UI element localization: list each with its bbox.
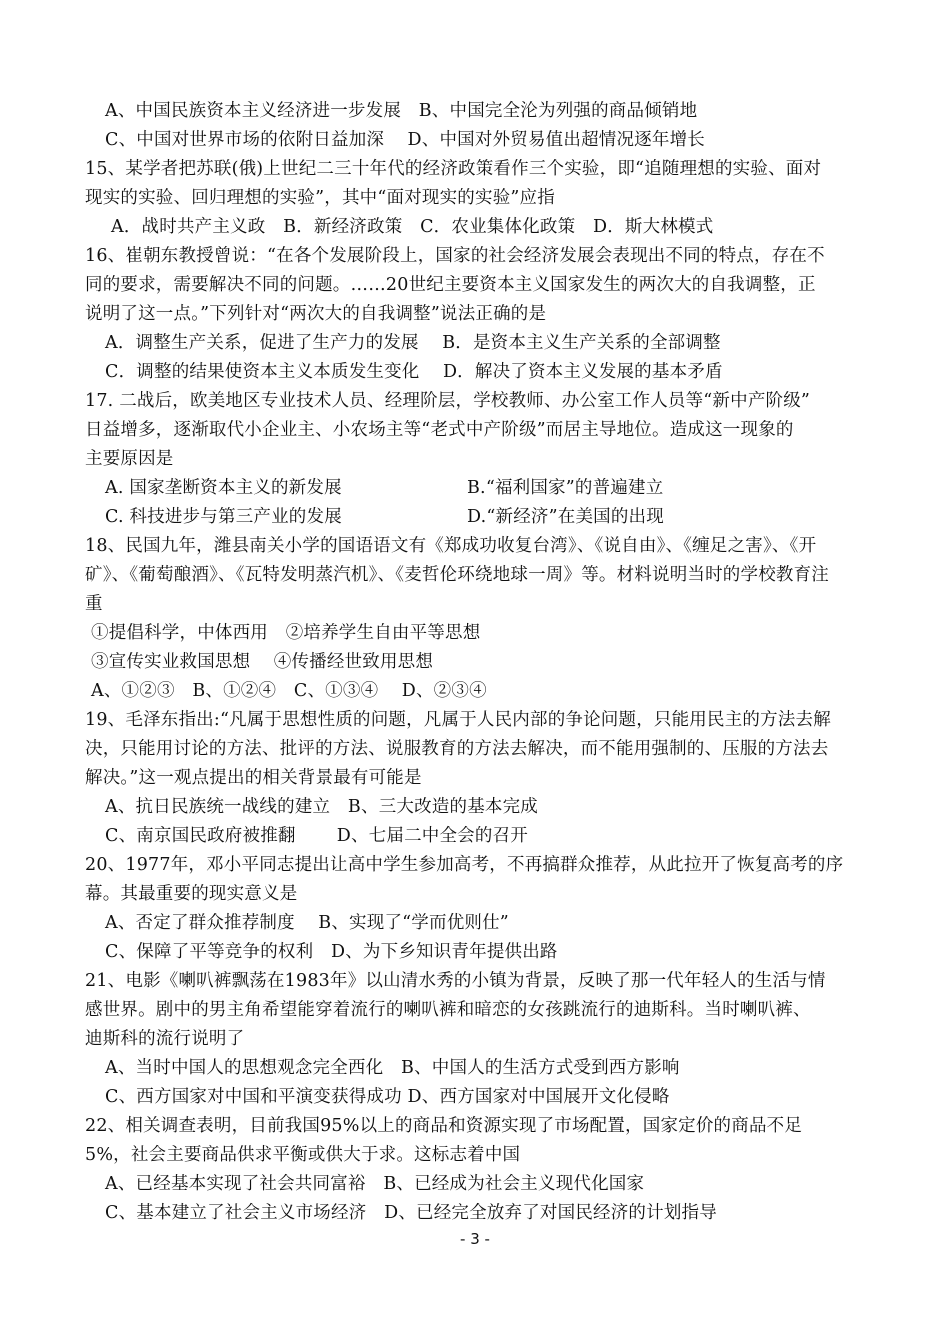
q14-options-cd: C、中国对世界市场的依附日益加深 D、中国对外贸易值出超情况逐年增长 xyxy=(105,130,705,150)
q15-stem-line1: 15、某学者把苏联(俄)上世纪二三十年代的经济政策看作三个实验，即“追随理想的实验、面对 xyxy=(85,159,822,179)
q16-stem-line1: 16、崔朝东教授曾说：“在各个发展阶段上，国家的社会经济发展会表现出不同的特点，存在不 xyxy=(85,246,825,266)
q17-stem-line2: 日益增多，逐渐取代小企业主、小农场主等“老式中产阶级”而居主导地位。造成这一现象的 xyxy=(85,420,794,440)
q19-stem-line1: 19、毛泽东指出:“凡属于思想性质的问题，凡属于人民内部的争论问题，只能用民主的方法去解 xyxy=(85,710,831,730)
q17-option-d: D.“新经济”在美国的出现 xyxy=(467,507,664,527)
q21-options-ab: A、当时中国人的思想观念完全西化 B、中国人的生活方式受到西方影响 xyxy=(105,1058,680,1078)
q21-options-cd: C、西方国家对中国和平演变获得成功 D、西方国家对中国展开文化侵略 xyxy=(105,1087,670,1107)
q16-stem-line2: 同的要求，需要解决不同的问题。……20世纪主要资本主义国家发生的两次大的自我调整，正 xyxy=(85,275,816,295)
q22-options-ab: A、已经基本实现了社会共同富裕 B、已经成为社会主义现代化国家 xyxy=(105,1174,645,1194)
q18-options: A、①②③ B、①②④ C、①③④ D、②③④ xyxy=(91,681,487,701)
q21-stem-line1: 21、电影《喇叭裤飘荡在1983年》以山清水秀的小镇为背景，反映了那一代年轻人的生活与情 xyxy=(85,971,826,991)
question-text-block xyxy=(85,97,875,1228)
q19-options-ab: A、抗日民族统一战线的建立 B、三大改造的基本完成 xyxy=(105,797,538,817)
q20-stem-line2: 幕。其最重要的现实意义是 xyxy=(85,884,298,904)
q17-option-a: A. 国家垄断资本主义的新发展 xyxy=(105,478,342,498)
q17-stem-line1: 17. 二战后，欧美地区专业技术人员、经理阶层，学校教师、办公室工作人员等“新中产阶级” xyxy=(85,391,811,411)
q20-options-ab: A、否定了群众推荐制度 B、实现了“学而优则仕” xyxy=(105,913,509,933)
q15-options: A．战时共产主义政 B．新经济政策 C．农业集体化政策 D．斯大林模式 xyxy=(111,217,714,237)
q17-options-ab xyxy=(85,474,875,503)
q19-stem-line3: 解决。”这一观点提出的相关背景最有可能是 xyxy=(85,768,422,788)
q21-stem-line2: 感世界。剧中的男主角希望能穿着流行的喇叭裤和暗恋的女孩跳流行的迪斯科。当时喇叭裤、 xyxy=(85,1000,811,1020)
q15-stem-line2: 现实的实验、回归理想的实验”，其中“面对现实的实验”应指 xyxy=(85,188,555,208)
q20-stem-line1: 20、1977年，邓小平同志提出让高中学生参加高考，不再搞群众推荐，从此拉开了恢复高考的序 xyxy=(85,855,844,875)
q17-option-b: B.“福利国家”的普遍建立 xyxy=(467,478,664,498)
q18-stem-line2: 矿》、《葡萄酿酒》、《瓦特发明蒸汽机》、《麦哲伦环绕地球一周》等。材料说明当时的学校教育注 xyxy=(85,565,829,585)
q17-options-cd xyxy=(85,503,875,532)
q19-options-cd: C、南京国民政府被推翻 D、七届二中全会的召开 xyxy=(105,826,528,846)
q22-stem-line2: 5%，社会主要商品供求平衡或供大于求。这标志着中国 xyxy=(85,1145,521,1165)
q17-stem-line3: 主要原因是 xyxy=(85,449,174,469)
q20-options-cd: C、保障了平等竞争的权利 D、为下乡知识青年提供出路 xyxy=(105,942,558,962)
q22-options-cd: C、基本建立了社会主义市场经济 D、已经完全放弃了对国民经济的计划指导 xyxy=(105,1203,717,1223)
q16-options-ab: A．调整生产关系，促进了生产力的发展 B．是资本主义生产关系的全部调整 xyxy=(105,333,721,353)
q19-stem-line2: 决，只能用讨论的方法、批评的方法、说服教育的方法去解决，而不能用强制的、压服的方法去 xyxy=(85,739,829,759)
q14-options-ab: A、中国民族资本主义经济进一步发展 B、中国完全沦为列强的商品倾销地 xyxy=(105,101,698,121)
q18-stem-line1: 18、民国九年，潍县南关小学的国语语文有《郑成功收复台湾》、《说自由》、《缠足之害》、《开 xyxy=(85,536,817,556)
q18-items-34: ③宣传实业救国思想 ④传播经世致用思想 xyxy=(91,652,434,672)
q17-option-c: C. 科技进步与第三产业的发展 xyxy=(105,507,342,527)
q16-stem-line3: 说明了这一点。”下列针对“两次大的自我调整”说法正确的是 xyxy=(85,304,547,324)
q16-options-cd: C．调整的结果使资本主义本质发生变化 D．解决了资本主义发展的基本矛盾 xyxy=(105,362,723,382)
page-number: - 3 - xyxy=(460,1230,490,1248)
q18-stem-line3: 重 xyxy=(85,594,103,614)
q22-stem-line1: 22、相关调查表明，目前我国95%以上的商品和资源实现了市场配置，国家定价的商品不足 xyxy=(85,1116,803,1136)
q18-items-12: ①提倡科学，中体西用 ②培养学生自由平等思想 xyxy=(91,623,481,643)
q21-stem-line3: 迪斯科的流行说明了 xyxy=(85,1029,245,1049)
